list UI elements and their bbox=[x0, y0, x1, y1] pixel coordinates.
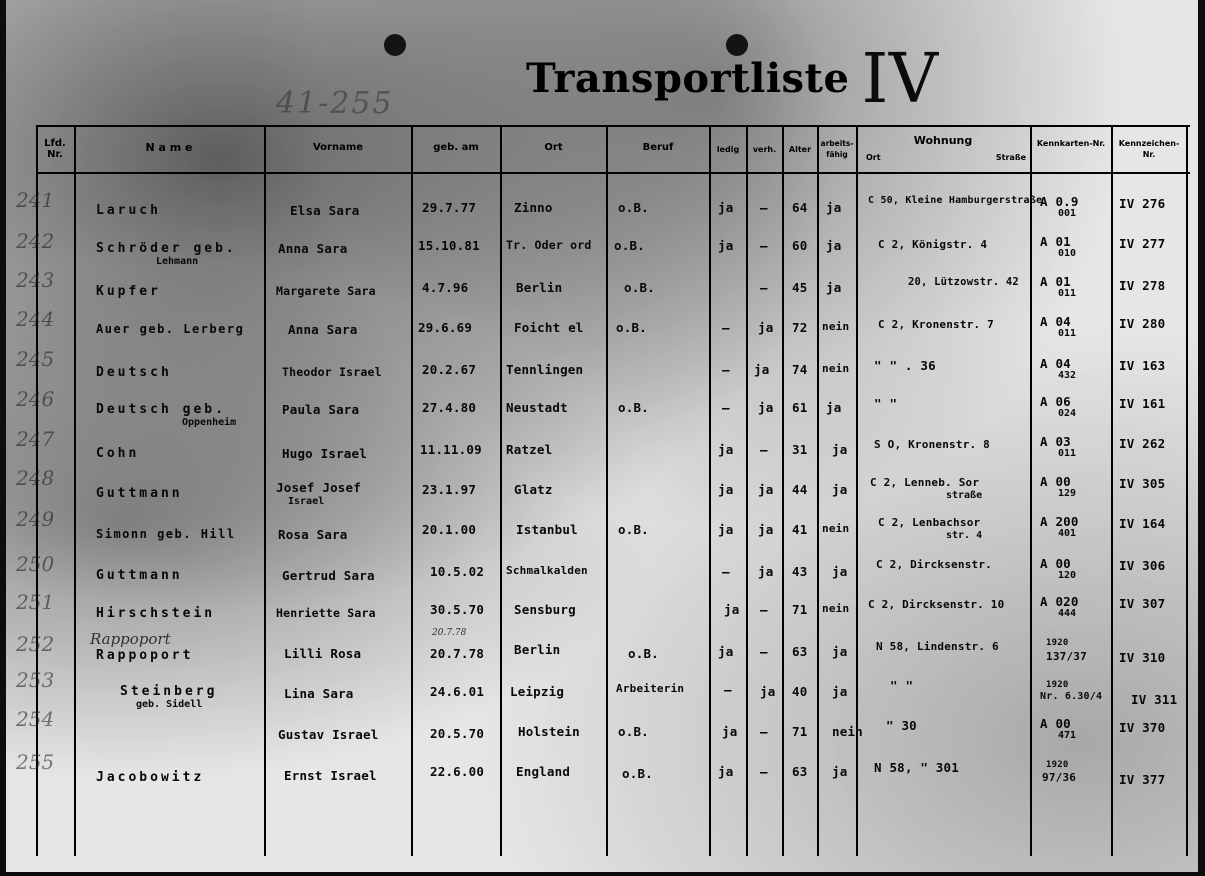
cell-geb-am: 22.6.00 bbox=[430, 764, 485, 779]
header-wohnung-strasse: Straße bbox=[995, 153, 1026, 162]
cell-name: Schröder geb. bbox=[96, 241, 237, 256]
header-ort: Ort bbox=[544, 142, 563, 153]
cell-vorname-sub: Israel bbox=[288, 496, 325, 507]
cell-wohnung: " " bbox=[890, 678, 914, 693]
cell-kennkarte: A 00 bbox=[1040, 556, 1071, 571]
cell-kennzeichen: IV 278 bbox=[1119, 278, 1166, 293]
cell-alter: 71 bbox=[792, 602, 808, 617]
header-wohnung: Wohnung bbox=[913, 134, 973, 147]
cell-verh: ja bbox=[758, 564, 774, 579]
cell-arbeitsfaehig: ja bbox=[832, 684, 848, 699]
column-divider bbox=[856, 125, 858, 856]
cell-kennkarte-sub: 444 bbox=[1058, 608, 1077, 619]
header-wohnung-ort: Ort bbox=[866, 153, 881, 162]
cell-ort: Berlin bbox=[516, 280, 563, 295]
cell-ort: Istanbul bbox=[516, 522, 578, 537]
cell-kennkarte-sub: 129 bbox=[1058, 488, 1077, 499]
cell-vorname: Ernst Israel bbox=[284, 768, 377, 783]
cell-ledig: ja bbox=[718, 522, 734, 537]
cell-kennkarte-sub: 401 bbox=[1058, 528, 1077, 539]
cell-kennkarte-sub: Nr. 6.30/4 bbox=[1040, 691, 1103, 702]
cell-ledig: ja bbox=[718, 200, 734, 215]
cell-kennzeichen: IV 163 bbox=[1119, 358, 1166, 373]
cell-arbeitsfaehig: ja bbox=[826, 200, 842, 215]
column-divider bbox=[1186, 125, 1188, 856]
cell-kennkarte: A 00 bbox=[1040, 716, 1071, 731]
cell-name: Guttmann bbox=[96, 486, 183, 501]
cell-wohnung: N 58, Lindenstr. 6 bbox=[876, 640, 999, 653]
header-arbeitsfaehig: arbeits-fähig bbox=[820, 139, 854, 159]
cell-alter: 40 bbox=[792, 684, 808, 699]
title-roman: IV bbox=[861, 40, 939, 119]
cell-ort: England bbox=[516, 764, 571, 779]
cell-beruf: o.B. bbox=[628, 646, 659, 661]
cell-ledig: – bbox=[722, 362, 730, 377]
cell-wohnung: " " bbox=[874, 396, 898, 411]
cell-kennkarte-sub: 120 bbox=[1058, 570, 1077, 581]
cell-vorname: Paula Sara bbox=[282, 402, 360, 417]
cell-kennkarte: 1920 bbox=[1046, 760, 1069, 770]
cell-name: Cohn bbox=[96, 446, 140, 461]
cell-kennzeichen: IV 280 bbox=[1119, 316, 1166, 331]
cell-kennkarte: 1920 bbox=[1046, 680, 1069, 690]
row-number: 250 bbox=[16, 552, 55, 576]
cell-kennkarte: A 0.9 bbox=[1040, 194, 1079, 209]
cell-kennkarte-sub: 471 bbox=[1058, 730, 1077, 741]
cell-beruf: o.B. bbox=[618, 522, 649, 537]
cell-geb-am: 20.5.70 bbox=[430, 726, 485, 741]
cell-ledig: ja bbox=[718, 644, 734, 659]
handwritten-date: 20.7.78 bbox=[432, 628, 467, 638]
cell-ledig: ja bbox=[718, 764, 734, 779]
cell-verh: – bbox=[760, 238, 768, 253]
row-number: 255 bbox=[16, 750, 55, 774]
cell-kennkarte: A 020 bbox=[1040, 594, 1079, 609]
cell-kennkarte: A 04 bbox=[1040, 356, 1071, 371]
header-verh: verh. bbox=[752, 145, 777, 154]
cell-name-sub: Oppenheim bbox=[182, 417, 237, 428]
cell-ort: Schmalkalden bbox=[506, 564, 588, 577]
cell-arbeitsfaehig: ja bbox=[832, 644, 848, 659]
row-number: 254 bbox=[16, 707, 55, 731]
header-lfd-nr: Lfd. Nr. bbox=[44, 138, 66, 160]
cell-wohnung-sub: straße bbox=[946, 490, 983, 501]
cell-geb-am: 10.5.02 bbox=[430, 564, 485, 579]
cell-verh: ja bbox=[758, 320, 774, 335]
column-divider bbox=[1030, 125, 1032, 856]
cell-kennkarte: A 03 bbox=[1040, 434, 1071, 449]
cell-kennkarte-sub: 001 bbox=[1058, 208, 1077, 219]
cell-kennzeichen: IV 164 bbox=[1119, 516, 1166, 531]
row-number: 242 bbox=[16, 229, 55, 253]
cell-ort: Sensburg bbox=[514, 602, 576, 617]
cell-ort: Neustadt bbox=[506, 400, 568, 415]
column-divider bbox=[746, 125, 748, 856]
cell-vorname: Henriette Sara bbox=[276, 606, 376, 620]
cell-verh: ja bbox=[758, 522, 774, 537]
cell-wohnung: C 2, Lenbachsor bbox=[878, 516, 981, 529]
cell-kennzeichen: IV 370 bbox=[1119, 720, 1166, 735]
cell-verh: ja bbox=[754, 362, 770, 377]
cell-wohnung: C 2, Dircksenstr. bbox=[876, 558, 992, 571]
cell-ort: Tr. Oder ord bbox=[506, 238, 592, 252]
cell-arbeitsfaehig: nein bbox=[822, 320, 850, 333]
cell-kennkarte-sub: 432 bbox=[1058, 370, 1077, 381]
cell-kennkarte: A 06 bbox=[1040, 394, 1071, 409]
cell-alter: 43 bbox=[792, 564, 808, 579]
cell-vorname: Rosa Sara bbox=[278, 527, 348, 542]
cell-arbeitsfaehig: ja bbox=[832, 764, 848, 779]
cell-kennkarte-sub: 010 bbox=[1058, 248, 1077, 259]
cell-kennkarte-sub: 97/36 bbox=[1042, 771, 1077, 784]
cell-beruf: o.B. bbox=[614, 238, 645, 253]
cell-kennkarte-sub: 011 bbox=[1058, 328, 1077, 339]
cell-beruf: o.B. bbox=[622, 766, 653, 781]
table-top-border bbox=[36, 125, 1190, 127]
row-number: 243 bbox=[16, 268, 55, 292]
row-number: 247 bbox=[16, 427, 55, 451]
header-name: N a m e bbox=[145, 141, 193, 154]
cell-wohnung-sub: str. 4 bbox=[946, 530, 983, 541]
cell-arbeitsfaehig: nein bbox=[822, 602, 850, 615]
cell-geb-am: 15.10.81 bbox=[418, 238, 480, 253]
cell-kennkarte: A 200 bbox=[1040, 514, 1079, 529]
cell-beruf: o.B. bbox=[618, 400, 649, 415]
cell-arbeitsfaehig: ja bbox=[826, 280, 842, 295]
cell-alter: 60 bbox=[792, 238, 808, 253]
row-number: 253 bbox=[16, 668, 55, 692]
row-number: 252 bbox=[16, 632, 55, 656]
cell-verh: – bbox=[760, 442, 768, 457]
cell-vorname: Hugo Israel bbox=[282, 446, 367, 461]
cell-ledig: ja bbox=[718, 442, 734, 457]
cell-name-sub: Lehmann bbox=[156, 256, 199, 267]
cell-vorname: Margarete Sara bbox=[276, 284, 376, 298]
cell-kennzeichen: IV 262 bbox=[1119, 436, 1166, 451]
cell-beruf: Arbeiterin bbox=[616, 682, 685, 695]
cell-name: Simonn geb. Hill bbox=[96, 527, 236, 541]
cell-geb-am: 4.7.96 bbox=[422, 280, 469, 295]
column-divider bbox=[782, 125, 784, 856]
cell-arbeitsfaehig: ja bbox=[832, 482, 848, 497]
cell-name-sub: geb. Sidell bbox=[136, 699, 203, 710]
cell-wohnung: N 58, " 301 bbox=[874, 760, 959, 775]
cell-alter: 61 bbox=[792, 400, 808, 415]
cell-ledig: ja bbox=[718, 482, 734, 497]
cell-alter: 44 bbox=[792, 482, 808, 497]
cell-geb-am: 24.6.01 bbox=[430, 684, 485, 699]
document-sheet bbox=[6, 0, 1198, 872]
cell-geb-am: 20.2.67 bbox=[422, 362, 477, 377]
column-divider bbox=[1111, 125, 1113, 856]
row-number: 251 bbox=[16, 590, 55, 614]
header-beruf: Beruf bbox=[642, 142, 674, 153]
cell-wohnung: C 2, Lenneb. Sor bbox=[870, 476, 980, 489]
cell-ort: Tennlingen bbox=[506, 362, 584, 377]
cell-name: Jacobowitz bbox=[96, 770, 205, 785]
cell-kennzeichen: IV 161 bbox=[1119, 396, 1166, 411]
cell-verh: ja bbox=[758, 400, 774, 415]
cell-name: Deutsch geb. bbox=[96, 402, 226, 417]
row-number: 249 bbox=[16, 507, 55, 531]
cell-name: Auer geb. Lerberg bbox=[96, 322, 245, 336]
cell-beruf: o.B. bbox=[616, 320, 647, 335]
cell-alter: 41 bbox=[792, 522, 808, 537]
cell-wohnung: C 50, Kleine Hamburgerstraße bbox=[868, 195, 1043, 206]
header-bottom-border bbox=[36, 172, 1190, 174]
row-number: 244 bbox=[16, 307, 55, 331]
cell-ledig: ja bbox=[722, 724, 738, 739]
column-divider bbox=[709, 125, 711, 856]
cell-verh: – bbox=[760, 602, 768, 617]
cell-kennkarte-sub: 024 bbox=[1058, 408, 1077, 419]
cell-beruf: o.B. bbox=[624, 280, 655, 295]
cell-geb-am: 29.6.69 bbox=[418, 320, 473, 335]
cell-verh: ja bbox=[760, 684, 776, 699]
header-ledig: ledig bbox=[716, 145, 740, 154]
punch-hole bbox=[384, 34, 406, 56]
cell-vorname: Gertrud Sara bbox=[282, 568, 375, 583]
cell-name: Guttmann bbox=[96, 568, 183, 583]
cell-wohnung: 20, Lützowstr. 42 bbox=[908, 276, 1019, 288]
reference-number: 41-255 bbox=[276, 86, 394, 121]
cell-ort: Glatz bbox=[514, 482, 553, 497]
header-alter: Alter bbox=[788, 145, 812, 154]
cell-ledig: ja bbox=[718, 238, 734, 253]
cell-kennkarte: A 04 bbox=[1040, 314, 1071, 329]
cell-geb-am: 23.1.97 bbox=[422, 482, 477, 497]
cell-name: Hirschstein bbox=[96, 606, 216, 621]
cell-arbeitsfaehig: ja bbox=[832, 564, 848, 579]
column-divider bbox=[606, 125, 608, 856]
cell-wohnung: " " . 36 bbox=[874, 358, 936, 373]
cell-name: Kupfer bbox=[96, 284, 161, 299]
header-vorname: Vorname bbox=[312, 142, 364, 153]
cell-alter: 63 bbox=[792, 764, 808, 779]
cell-kennkarte: A 01 bbox=[1040, 274, 1071, 289]
cell-geb-am: 30.5.70 bbox=[430, 602, 485, 617]
cell-ort: Zinno bbox=[514, 200, 553, 215]
cell-name: Deutsch bbox=[96, 365, 172, 380]
cell-geb-am: 20.7.78 bbox=[430, 646, 485, 661]
cell-vorname: Lilli Rosa bbox=[284, 646, 362, 661]
cell-kennkarte-sub: 011 bbox=[1058, 448, 1077, 459]
cell-kennkarte: A 00 bbox=[1040, 474, 1071, 489]
document-title bbox=[526, 30, 939, 119]
cell-verh: – bbox=[760, 764, 768, 779]
cell-verh: – bbox=[760, 200, 768, 215]
cell-geb-am: 29.7.77 bbox=[422, 200, 477, 215]
cell-alter: 31 bbox=[792, 442, 808, 457]
cell-alter: 71 bbox=[792, 724, 808, 739]
cell-arbeitsfaehig: ja bbox=[826, 238, 842, 253]
cell-ledig: – bbox=[724, 682, 732, 697]
header-geb-am: geb. am bbox=[433, 142, 479, 153]
cell-ort: Foicht el bbox=[514, 320, 584, 335]
cell-alter: 63 bbox=[792, 644, 808, 659]
cell-kennkarte-sub: 137/37 bbox=[1046, 650, 1087, 663]
cell-ledig: – bbox=[722, 564, 730, 579]
cell-kennzeichen: IV 306 bbox=[1119, 558, 1166, 573]
column-divider bbox=[411, 125, 413, 856]
cell-ledig: – bbox=[722, 320, 730, 335]
row-number: 245 bbox=[16, 347, 55, 371]
title-text: Transportliste bbox=[526, 55, 850, 102]
cell-ort: Berlin bbox=[514, 642, 561, 657]
cell-kennkarte-sub: 011 bbox=[1058, 288, 1077, 299]
row-number: 246 bbox=[16, 387, 55, 411]
row-number: 248 bbox=[16, 466, 55, 490]
column-divider bbox=[264, 125, 266, 856]
column-divider bbox=[74, 125, 76, 856]
cell-kennzeichen: IV 377 bbox=[1119, 772, 1166, 787]
cell-verh: – bbox=[760, 280, 768, 295]
cell-ort: Leipzig bbox=[510, 684, 565, 699]
cell-ledig: ja bbox=[724, 602, 740, 617]
cell-arbeitsfaehig: ja bbox=[826, 400, 842, 415]
cell-name: Laruch bbox=[96, 203, 161, 218]
cell-alter: 64 bbox=[792, 200, 808, 215]
cell-beruf: o.B. bbox=[618, 724, 649, 739]
cell-wohnung: S O, Kronenstr. 8 bbox=[874, 438, 990, 451]
cell-kennzeichen: IV 277 bbox=[1119, 236, 1166, 251]
cell-beruf: o.B. bbox=[618, 200, 649, 215]
cell-verh: – bbox=[760, 644, 768, 659]
cell-arbeitsfaehig: nein bbox=[822, 362, 850, 375]
cell-name: Steinberg bbox=[120, 684, 218, 699]
cell-arbeitsfaehig: ja bbox=[832, 442, 848, 457]
cell-name: Rappoport bbox=[96, 648, 194, 663]
cell-vorname: Elsa Sara bbox=[290, 203, 360, 218]
cell-ledig: – bbox=[722, 400, 730, 415]
cell-alter: 45 bbox=[792, 280, 808, 295]
column-divider bbox=[500, 125, 502, 856]
header-kennkarten-nr: Kennkarten-Nr. bbox=[1036, 139, 1106, 148]
cell-verh: – bbox=[760, 724, 768, 739]
cell-vorname: Lina Sara bbox=[284, 686, 354, 701]
cell-ort: Ratzel bbox=[506, 442, 553, 457]
cell-vorname: Theodor Israel bbox=[282, 365, 382, 379]
cell-vorname: Anna Sara bbox=[288, 322, 358, 337]
cell-vorname: Josef Josef bbox=[276, 480, 361, 495]
cell-kennzeichen: IV 310 bbox=[1119, 650, 1166, 665]
handwritten-annotation: Rappoport bbox=[90, 630, 171, 648]
cell-wohnung: C 2, Kronenstr. 7 bbox=[878, 318, 994, 331]
cell-vorname: Gustav Israel bbox=[278, 727, 379, 742]
cell-ort: Holstein bbox=[518, 724, 580, 739]
cell-kennzeichen: IV 276 bbox=[1119, 196, 1166, 211]
cell-kennzeichen: IV 307 bbox=[1119, 596, 1166, 611]
cell-arbeitsfaehig: nein bbox=[822, 522, 850, 535]
cell-kennkarte: 1920 bbox=[1046, 638, 1069, 648]
cell-kennzeichen: IV 305 bbox=[1119, 476, 1166, 491]
cell-geb-am: 27.4.80 bbox=[422, 400, 477, 415]
cell-arbeitsfaehig: nein bbox=[832, 724, 863, 739]
cell-alter: 74 bbox=[792, 362, 808, 377]
cell-vorname: Anna Sara bbox=[278, 241, 348, 256]
cell-verh: ja bbox=[758, 482, 774, 497]
cell-alter: 72 bbox=[792, 320, 808, 335]
cell-wohnung: C 2, Königstr. 4 bbox=[878, 238, 988, 251]
cell-geb-am: 20.1.00 bbox=[422, 522, 477, 537]
cell-geb-am: 11.11.09 bbox=[420, 442, 482, 457]
cell-wohnung: " 30 bbox=[886, 718, 917, 733]
header-kennzeichen-nr: Kennzeichen-Nr. bbox=[1118, 139, 1180, 159]
column-divider bbox=[817, 125, 819, 856]
cell-kennzeichen: IV 311 bbox=[1131, 692, 1178, 707]
cell-wohnung: C 2, Dircksenstr. 10 bbox=[868, 598, 1005, 611]
row-number: 241 bbox=[16, 188, 55, 212]
cell-kennkarte: A 01 bbox=[1040, 234, 1071, 249]
